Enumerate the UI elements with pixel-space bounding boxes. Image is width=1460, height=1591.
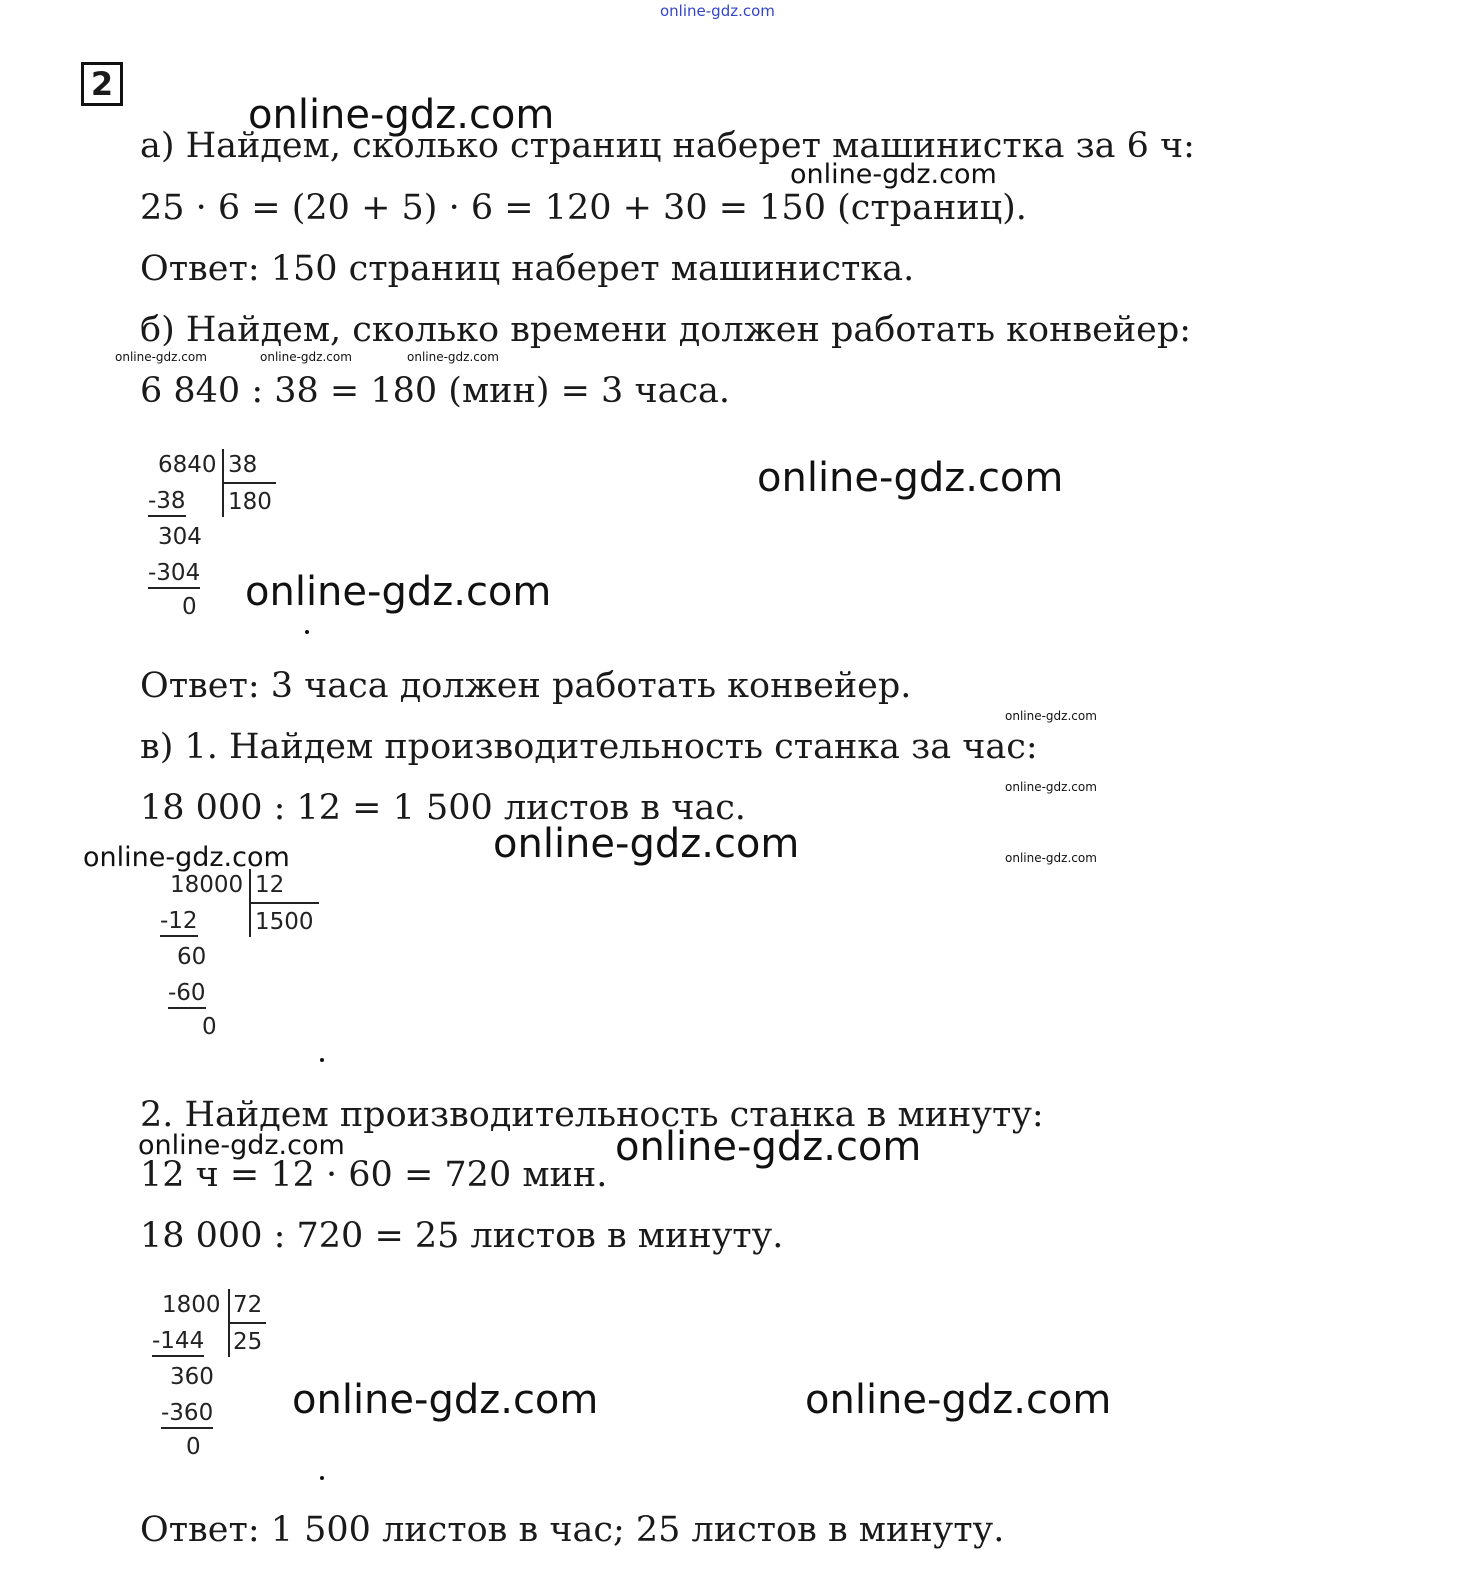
part-c-line1: в) 1. Найдем производительность станка за час: (140, 727, 1038, 767)
watermark: online-gdz.com (790, 159, 997, 190)
part-a-line1: а) Найдем, сколько страниц наберет машинистка за 6 ч: (140, 126, 1195, 166)
watermark: online-gdz.com (115, 350, 207, 364)
part-c-answer: Ответ: 1 500 листов в час; 25 листов в минуту. (140, 1510, 1005, 1550)
watermark: online-gdz.com (1005, 709, 1097, 723)
watermark: online-gdz.com (1005, 780, 1097, 794)
watermark: online-gdz.com (260, 350, 352, 364)
step: -60 (168, 979, 206, 1009)
watermark-top: online-gdz.com (660, 2, 775, 20)
watermark: online-gdz.com (245, 569, 552, 615)
step: -360 (161, 1399, 213, 1429)
step: -12 (160, 907, 198, 937)
dividend: 1800 (162, 1292, 221, 1318)
part-c-line4: 12 ч = 12 · 60 = 720 мин. (140, 1155, 608, 1195)
divisor: 38 (228, 452, 258, 478)
task-number: 2 (81, 62, 123, 106)
dividend: 6840 (158, 452, 217, 478)
quotient: 1500 (255, 909, 314, 935)
step: 60 (177, 944, 207, 970)
step: -38 (148, 487, 186, 517)
step: -304 (148, 559, 200, 589)
step: 0 (186, 1434, 201, 1460)
part-b-line2: 6 840 : 38 = 180 (мин) = 3 часа. (140, 371, 731, 411)
watermark: online-gdz.com (407, 350, 499, 364)
part-b-line1: б) Найдем, сколько времени должен работать конвейер: (140, 310, 1192, 350)
quotient: 180 (228, 489, 272, 515)
part-c-line2: 18 000 : 12 = 1 500 листов в час. (140, 788, 746, 828)
part-c-line3: 2. Найдем производительность станка в минуту: (140, 1095, 1044, 1135)
step: 304 (158, 524, 202, 550)
dividend: 18000 (170, 872, 244, 898)
watermark: online-gdz.com (292, 1377, 599, 1423)
watermark: online-gdz.com (138, 1130, 345, 1161)
part-a-answer: Ответ: 150 страниц наберет машинистка. (140, 249, 915, 289)
watermark: online-gdz.com (1005, 851, 1097, 865)
watermark: online-gdz.com (805, 1377, 1112, 1423)
watermark: online-gdz.com (83, 842, 290, 873)
divisor: 72 (233, 1292, 263, 1318)
part-b-answer: Ответ: 3 часа должен работать конвейер. (140, 666, 912, 706)
step: -144 (152, 1327, 204, 1357)
step: 0 (182, 594, 197, 620)
part-a-line2: 25 · 6 = (20 + 5) · 6 = 120 + 30 = 150 (страниц). (140, 188, 1027, 228)
step: 360 (170, 1364, 214, 1390)
step: 0 (202, 1014, 217, 1040)
divisor: 12 (255, 872, 285, 898)
watermark: online-gdz.com (757, 455, 1064, 501)
quotient: 25 (233, 1329, 263, 1355)
watermark: online-gdz.com (493, 821, 800, 867)
part-c-line5: 18 000 : 720 = 25 листов в минуту. (140, 1216, 784, 1256)
watermark: online-gdz.com (248, 92, 555, 138)
watermark: online-gdz.com (615, 1124, 922, 1170)
